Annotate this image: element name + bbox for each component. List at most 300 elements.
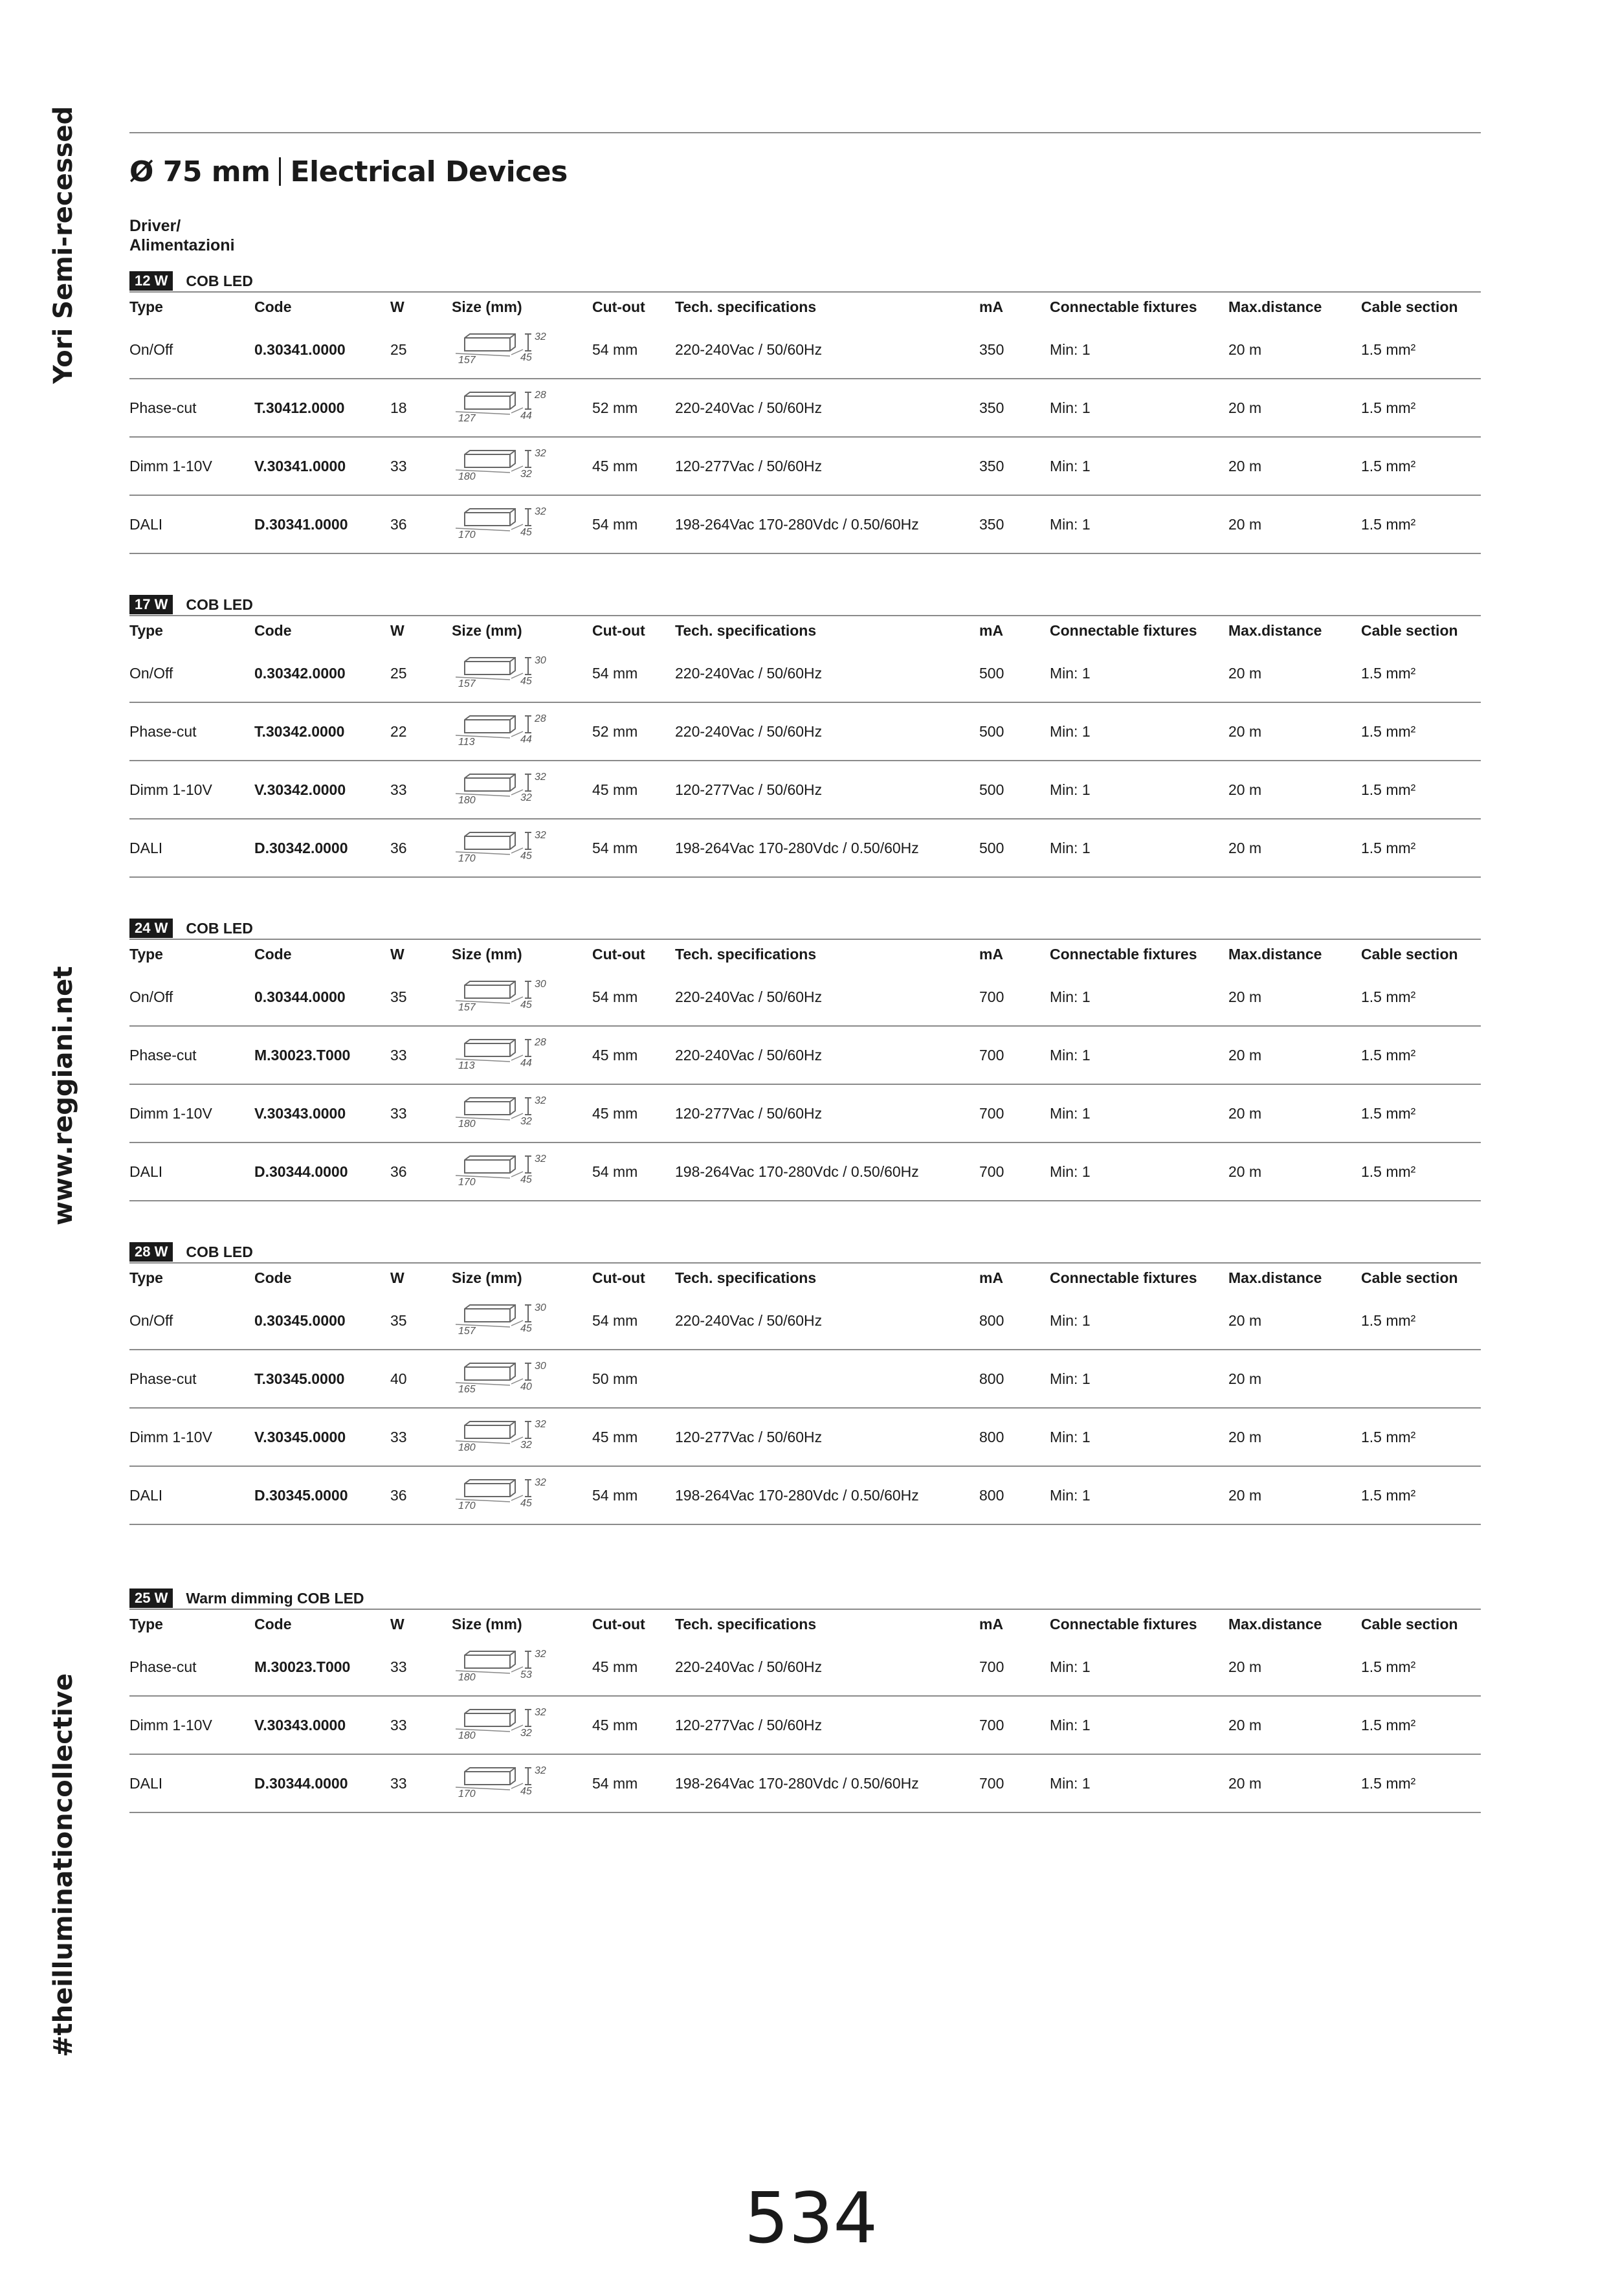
table-row bbox=[129, 1292, 1481, 1350]
cell-tech: 198-264Vac 170-280Vdc / 0.50/60Hz bbox=[675, 1163, 919, 1180]
cell-conn: Min: 1 bbox=[1050, 1311, 1091, 1329]
wattage-badge: 28 W bbox=[129, 1242, 173, 1262]
size-height: 32 bbox=[535, 1419, 546, 1430]
column-header-type: Type bbox=[129, 621, 163, 639]
cell-ma: 500 bbox=[979, 664, 1004, 682]
cell-max: 20 m bbox=[1228, 664, 1262, 682]
cell-conn: Min: 1 bbox=[1050, 1716, 1091, 1733]
cell-cutout: 54 mm bbox=[592, 988, 638, 1005]
cell-w: 36 bbox=[390, 839, 407, 856]
size-length: 157 bbox=[458, 355, 476, 366]
cell-cable: 1.5 mm² bbox=[1361, 781, 1416, 798]
cell-tech: 220-240Vac / 50/60Hz bbox=[675, 340, 823, 358]
cell-w: 25 bbox=[390, 664, 407, 682]
column-header-max: Max.distance bbox=[1228, 1615, 1322, 1633]
table-row bbox=[129, 1143, 1481, 1201]
cell-w: 33 bbox=[390, 1658, 407, 1675]
cell-type: DALI bbox=[129, 1163, 163, 1180]
cell-ma: 700 bbox=[979, 1163, 1004, 1180]
wattage-badge: 24 W bbox=[129, 919, 173, 938]
cell-type: DALI bbox=[129, 1486, 163, 1504]
column-header-cutout: Cut-out bbox=[592, 1269, 645, 1286]
cell-conn: Min: 1 bbox=[1050, 781, 1091, 798]
section-header bbox=[129, 918, 1481, 939]
cell-max: 20 m bbox=[1228, 399, 1262, 416]
driver-box-icon bbox=[452, 1704, 555, 1746]
cell-tech: 198-264Vac 170-280Vdc / 0.50/60Hz bbox=[675, 1774, 919, 1792]
cell-w: 36 bbox=[390, 515, 407, 533]
cell-max: 20 m bbox=[1228, 1046, 1262, 1064]
cell-cutout: 54 mm bbox=[592, 340, 638, 358]
size-diagram bbox=[452, 1085, 555, 1142]
size-length: 157 bbox=[458, 678, 476, 689]
cell-max: 20 m bbox=[1228, 1104, 1262, 1122]
column-header-code: Code bbox=[254, 945, 292, 963]
cell-tech: 198-264Vac 170-280Vdc / 0.50/60Hz bbox=[675, 1486, 919, 1504]
cell-cutout: 54 mm bbox=[592, 1486, 638, 1504]
cell-cable: 1.5 mm² bbox=[1361, 1428, 1416, 1445]
cell-w: 33 bbox=[390, 1104, 407, 1122]
cell-ma: 800 bbox=[979, 1486, 1004, 1504]
cell-ma: 350 bbox=[979, 457, 1004, 474]
section-label: COB LED bbox=[186, 919, 253, 937]
size-length: 157 bbox=[458, 1002, 476, 1013]
column-header-code: Code bbox=[254, 621, 292, 639]
size-diagram bbox=[452, 1292, 555, 1349]
size-width: 32 bbox=[520, 1440, 532, 1451]
size-diagram bbox=[452, 438, 555, 495]
size-height: 28 bbox=[535, 1037, 546, 1048]
size-height: 32 bbox=[535, 830, 546, 841]
cell-ma: 700 bbox=[979, 1046, 1004, 1064]
wattage-badge: 12 W bbox=[129, 271, 173, 291]
cell-w: 33 bbox=[390, 1774, 407, 1792]
column-header-ma: mA bbox=[979, 621, 1004, 639]
driver-box-icon bbox=[452, 329, 555, 370]
cell-cutout: 52 mm bbox=[592, 722, 638, 740]
cell-max: 20 m bbox=[1228, 1486, 1262, 1504]
cell-max: 20 m bbox=[1228, 988, 1262, 1005]
cell-conn: Min: 1 bbox=[1050, 988, 1091, 1005]
column-header-cutout: Cut-out bbox=[592, 298, 645, 315]
column-header-cable: Cable section bbox=[1361, 1615, 1458, 1633]
driver-box-icon bbox=[452, 1358, 555, 1399]
table-row bbox=[129, 968, 1481, 1027]
cell-tech: 198-264Vac 170-280Vdc / 0.50/60Hz bbox=[675, 515, 919, 533]
size-height: 30 bbox=[535, 1361, 546, 1372]
cell-cutout: 54 mm bbox=[592, 1163, 638, 1180]
cell-code: 0.30341.0000 bbox=[254, 340, 346, 358]
table-row bbox=[129, 438, 1481, 496]
table-row bbox=[129, 761, 1481, 819]
size-length: 165 bbox=[458, 1384, 476, 1395]
driver-box-icon bbox=[452, 769, 555, 810]
column-header-cutout: Cut-out bbox=[592, 621, 645, 639]
table-row bbox=[129, 1697, 1481, 1755]
size-length: 113 bbox=[458, 737, 475, 748]
cell-code: D.30341.0000 bbox=[254, 515, 348, 533]
cell-code: V.30343.0000 bbox=[254, 1104, 346, 1122]
cell-cutout: 54 mm bbox=[592, 664, 638, 682]
cell-ma: 350 bbox=[979, 399, 1004, 416]
size-diagram bbox=[452, 1638, 555, 1695]
section-label: COB LED bbox=[186, 596, 253, 613]
cell-ma: 350 bbox=[979, 515, 1004, 533]
cell-tech: 220-240Vac / 50/60Hz bbox=[675, 1658, 823, 1675]
size-length: 180 bbox=[458, 471, 476, 482]
column-header-cable: Cable section bbox=[1361, 1269, 1458, 1286]
driver-box-icon bbox=[452, 1151, 555, 1192]
cell-type: On/Off bbox=[129, 340, 173, 358]
cell-tech: 120-277Vac / 50/60Hz bbox=[675, 1104, 823, 1122]
table-row bbox=[129, 1755, 1481, 1813]
page-number: 534 bbox=[744, 2178, 878, 2259]
size-width: 45 bbox=[520, 352, 532, 363]
size-diagram bbox=[452, 1755, 555, 1812]
driver-section bbox=[129, 1242, 1481, 1525]
column-header-ma: mA bbox=[979, 298, 1004, 315]
size-length: 180 bbox=[458, 1442, 476, 1453]
size-diagram bbox=[452, 379, 555, 436]
size-width: 45 bbox=[520, 1786, 532, 1797]
cell-conn: Min: 1 bbox=[1050, 399, 1091, 416]
table-header-row bbox=[129, 616, 1481, 645]
cell-type: On/Off bbox=[129, 664, 173, 682]
size-width: 45 bbox=[520, 999, 532, 1010]
size-length: 170 bbox=[458, 1177, 476, 1188]
cell-type: Phase-cut bbox=[129, 1370, 197, 1387]
size-length: 157 bbox=[458, 1326, 476, 1337]
cell-cutout: 54 mm bbox=[592, 1311, 638, 1329]
column-header-type: Type bbox=[129, 1615, 163, 1633]
cell-ma: 700 bbox=[979, 1716, 1004, 1733]
size-height: 32 bbox=[535, 1765, 546, 1776]
cell-tech: 220-240Vac / 50/60Hz bbox=[675, 722, 823, 740]
size-width: 44 bbox=[520, 1058, 532, 1069]
driver-box-icon bbox=[452, 445, 555, 487]
column-header-ma: mA bbox=[979, 1269, 1004, 1286]
cell-ma: 350 bbox=[979, 340, 1004, 358]
cell-w: 22 bbox=[390, 722, 407, 740]
cell-w: 35 bbox=[390, 988, 407, 1005]
cell-cutout: 54 mm bbox=[592, 515, 638, 533]
table-header-row bbox=[129, 1264, 1481, 1292]
cell-cutout: 45 mm bbox=[592, 1658, 638, 1675]
cell-type: DALI bbox=[129, 515, 163, 533]
cell-cable: 1.5 mm² bbox=[1361, 664, 1416, 682]
driver-box-icon bbox=[452, 1093, 555, 1134]
driver-box-icon bbox=[452, 1763, 555, 1804]
cell-cutout: 54 mm bbox=[592, 839, 638, 856]
size-diagram bbox=[452, 761, 555, 818]
cell-cable: 1.5 mm² bbox=[1361, 340, 1416, 358]
cell-conn: Min: 1 bbox=[1050, 1370, 1091, 1387]
cell-ma: 700 bbox=[979, 1774, 1004, 1792]
column-header-w: W bbox=[390, 1615, 404, 1633]
size-height: 32 bbox=[535, 1095, 546, 1106]
column-header-conn: Connectable fixtures bbox=[1050, 1269, 1197, 1286]
driver-box-icon bbox=[452, 711, 555, 752]
driver-section bbox=[129, 1588, 1481, 1813]
cell-cable: 1.5 mm² bbox=[1361, 1311, 1416, 1329]
column-header-max: Max.distance bbox=[1228, 1269, 1322, 1286]
column-header-conn: Connectable fixtures bbox=[1050, 1615, 1197, 1633]
column-header-max: Max.distance bbox=[1228, 945, 1322, 963]
driver-box-icon bbox=[452, 1416, 555, 1458]
cell-code: V.30345.0000 bbox=[254, 1428, 346, 1445]
size-width: 44 bbox=[520, 410, 532, 421]
cell-w: 33 bbox=[390, 1716, 407, 1733]
cell-cable: 1.5 mm² bbox=[1361, 457, 1416, 474]
cell-conn: Min: 1 bbox=[1050, 1046, 1091, 1064]
size-width: 45 bbox=[520, 527, 532, 538]
cell-code: D.30344.0000 bbox=[254, 1163, 348, 1180]
cell-type: DALI bbox=[129, 1774, 163, 1792]
cell-cutout: 45 mm bbox=[592, 457, 638, 474]
section-header bbox=[129, 1242, 1481, 1262]
cell-type: Dimm 1-10V bbox=[129, 1428, 212, 1445]
size-width: 44 bbox=[520, 734, 532, 745]
title-size: Ø 75 mm bbox=[129, 155, 271, 188]
driver-box-icon bbox=[452, 1034, 555, 1076]
driver-box-icon bbox=[452, 1475, 555, 1516]
size-diagram bbox=[452, 1350, 555, 1407]
table-row bbox=[129, 1085, 1481, 1143]
column-header-cable: Cable section bbox=[1361, 298, 1458, 315]
table-header-row bbox=[129, 293, 1481, 321]
cell-code: D.30342.0000 bbox=[254, 839, 348, 856]
cell-max: 20 m bbox=[1228, 1716, 1262, 1733]
section-label: Warm dimming COB LED bbox=[186, 1589, 364, 1607]
cell-code: D.30345.0000 bbox=[254, 1486, 348, 1504]
column-header-cutout: Cut-out bbox=[592, 945, 645, 963]
cell-ma: 800 bbox=[979, 1370, 1004, 1387]
cell-conn: Min: 1 bbox=[1050, 1163, 1091, 1180]
size-height: 30 bbox=[535, 1302, 546, 1313]
column-header-tech: Tech. specifications bbox=[675, 945, 817, 963]
column-header-type: Type bbox=[129, 1269, 163, 1286]
cell-cutout: 45 mm bbox=[592, 1046, 638, 1064]
size-length: 180 bbox=[458, 795, 476, 806]
column-header-tech: Tech. specifications bbox=[675, 298, 817, 315]
cell-max: 20 m bbox=[1228, 839, 1262, 856]
size-length: 170 bbox=[458, 1500, 476, 1511]
cell-max: 20 m bbox=[1228, 515, 1262, 533]
table-header-row bbox=[129, 940, 1481, 968]
cell-code: 0.30345.0000 bbox=[254, 1311, 346, 1329]
cell-cutout: 45 mm bbox=[592, 1716, 638, 1733]
cell-code: T.30342.0000 bbox=[254, 722, 345, 740]
cell-max: 20 m bbox=[1228, 1311, 1262, 1329]
cell-ma: 500 bbox=[979, 722, 1004, 740]
size-width: 45 bbox=[520, 851, 532, 862]
size-height: 28 bbox=[535, 713, 546, 724]
cell-cutout: 50 mm bbox=[592, 1370, 638, 1387]
table-row bbox=[129, 819, 1481, 878]
cell-conn: Min: 1 bbox=[1050, 515, 1091, 533]
cell-code: T.30345.0000 bbox=[254, 1370, 345, 1387]
column-header-max: Max.distance bbox=[1228, 298, 1322, 315]
cell-w: 25 bbox=[390, 340, 407, 358]
size-diagram bbox=[452, 321, 555, 378]
cell-tech: 220-240Vac / 50/60Hz bbox=[675, 664, 823, 682]
cell-tech: 120-277Vac / 50/60Hz bbox=[675, 1428, 823, 1445]
cell-cable: 1.5 mm² bbox=[1361, 515, 1416, 533]
cell-conn: Min: 1 bbox=[1050, 457, 1091, 474]
title-divider bbox=[279, 157, 281, 186]
cell-cable: 1.5 mm² bbox=[1361, 1716, 1416, 1733]
cell-cable: 1.5 mm² bbox=[1361, 1046, 1416, 1064]
cell-conn: Min: 1 bbox=[1050, 839, 1091, 856]
size-width: 32 bbox=[520, 792, 532, 803]
cell-cable: 1.5 mm² bbox=[1361, 722, 1416, 740]
table-row bbox=[129, 379, 1481, 438]
cell-tech: 120-277Vac / 50/60Hz bbox=[675, 457, 823, 474]
column-header-tech: Tech. specifications bbox=[675, 621, 817, 639]
table-row bbox=[129, 703, 1481, 761]
column-header-conn: Connectable fixtures bbox=[1050, 621, 1197, 639]
driver-section bbox=[129, 594, 1481, 878]
cell-max: 20 m bbox=[1228, 781, 1262, 798]
cell-tech: 198-264Vac 170-280Vdc / 0.50/60Hz bbox=[675, 839, 919, 856]
column-header-w: W bbox=[390, 298, 404, 315]
size-diagram bbox=[452, 1467, 555, 1524]
size-width: 32 bbox=[520, 1116, 532, 1127]
cell-max: 20 m bbox=[1228, 1428, 1262, 1445]
cell-w: 33 bbox=[390, 457, 407, 474]
cell-w: 40 bbox=[390, 1370, 407, 1387]
section-label: COB LED bbox=[186, 272, 253, 289]
size-diagram bbox=[452, 1697, 555, 1754]
cell-type: On/Off bbox=[129, 1311, 173, 1329]
driver-box-icon bbox=[452, 827, 555, 869]
cell-conn: Min: 1 bbox=[1050, 1486, 1091, 1504]
size-diagram bbox=[452, 968, 555, 1025]
cell-tech: 220-240Vac / 50/60Hz bbox=[675, 988, 823, 1005]
cell-cable: 1.5 mm² bbox=[1361, 1486, 1416, 1504]
section-label: COB LED bbox=[186, 1243, 253, 1260]
cell-conn: Min: 1 bbox=[1050, 1658, 1091, 1675]
size-width: 45 bbox=[520, 1174, 532, 1185]
cell-cable: 1.5 mm² bbox=[1361, 988, 1416, 1005]
size-diagram bbox=[452, 1143, 555, 1200]
cell-max: 20 m bbox=[1228, 1774, 1262, 1792]
cell-w: 18 bbox=[390, 399, 407, 416]
size-height: 32 bbox=[535, 1154, 546, 1165]
size-length: 113 bbox=[458, 1060, 475, 1071]
size-length: 170 bbox=[458, 1789, 476, 1800]
driver-box-icon bbox=[452, 976, 555, 1018]
cell-conn: Min: 1 bbox=[1050, 340, 1091, 358]
cell-tech: 120-277Vac / 50/60Hz bbox=[675, 1716, 823, 1733]
cell-max: 20 m bbox=[1228, 340, 1262, 358]
size-height: 28 bbox=[535, 390, 546, 401]
column-header-cutout: Cut-out bbox=[592, 1615, 645, 1633]
wattage-badge: 25 W bbox=[129, 1588, 173, 1608]
cell-cable: 1.5 mm² bbox=[1361, 1658, 1416, 1675]
column-header-type: Type bbox=[129, 945, 163, 963]
section-header bbox=[129, 1588, 1481, 1609]
column-header-size: Size (mm) bbox=[452, 621, 522, 639]
cell-max: 20 m bbox=[1228, 1370, 1262, 1387]
column-header-max: Max.distance bbox=[1228, 621, 1322, 639]
cell-cable: 1.5 mm² bbox=[1361, 399, 1416, 416]
cell-ma: 700 bbox=[979, 1104, 1004, 1122]
cell-max: 20 m bbox=[1228, 457, 1262, 474]
column-header-type: Type bbox=[129, 298, 163, 315]
page-title bbox=[129, 155, 568, 188]
size-width: 45 bbox=[520, 676, 532, 687]
size-height: 32 bbox=[535, 448, 546, 459]
size-length: 127 bbox=[458, 413, 476, 424]
column-header-conn: Connectable fixtures bbox=[1050, 298, 1197, 315]
column-header-size: Size (mm) bbox=[452, 1615, 522, 1633]
size-diagram bbox=[452, 703, 555, 760]
driver-section bbox=[129, 271, 1481, 554]
column-header-size: Size (mm) bbox=[452, 1269, 522, 1286]
size-length: 180 bbox=[458, 1672, 476, 1683]
size-height: 30 bbox=[535, 655, 546, 666]
driver-section bbox=[129, 918, 1481, 1201]
cell-code: V.30343.0000 bbox=[254, 1716, 346, 1733]
driver-box-icon bbox=[452, 1300, 555, 1341]
cell-w: 36 bbox=[390, 1486, 407, 1504]
column-header-w: W bbox=[390, 621, 404, 639]
cell-code: 0.30344.0000 bbox=[254, 988, 346, 1005]
cell-conn: Min: 1 bbox=[1050, 1428, 1091, 1445]
title-text: Electrical Devices bbox=[290, 155, 568, 188]
size-width: 53 bbox=[520, 1669, 532, 1680]
column-header-code: Code bbox=[254, 1269, 292, 1286]
cell-ma: 800 bbox=[979, 1311, 1004, 1329]
cell-type: Phase-cut bbox=[129, 399, 197, 416]
cell-w: 33 bbox=[390, 1046, 407, 1064]
cell-cutout: 45 mm bbox=[592, 781, 638, 798]
driver-box-icon bbox=[452, 1646, 555, 1688]
table-row bbox=[129, 1467, 1481, 1525]
size-width: 45 bbox=[520, 1323, 532, 1334]
column-header-conn: Connectable fixtures bbox=[1050, 945, 1197, 963]
cell-cable: 1.5 mm² bbox=[1361, 1104, 1416, 1122]
size-length: 180 bbox=[458, 1730, 476, 1741]
cell-conn: Min: 1 bbox=[1050, 664, 1091, 682]
size-height: 32 bbox=[535, 1649, 546, 1660]
cell-type: Phase-cut bbox=[129, 1046, 197, 1064]
cell-w: 33 bbox=[390, 781, 407, 798]
cell-cutout: 45 mm bbox=[592, 1428, 638, 1445]
size-diagram bbox=[452, 496, 555, 553]
column-header-code: Code bbox=[254, 298, 292, 315]
cell-tech: 120-277Vac / 50/60Hz bbox=[675, 781, 823, 798]
cell-type: Dimm 1-10V bbox=[129, 457, 212, 474]
table-row bbox=[129, 1027, 1481, 1085]
section-header bbox=[129, 271, 1481, 291]
cell-ma: 700 bbox=[979, 1658, 1004, 1675]
cell-type: Dimm 1-10V bbox=[129, 1716, 212, 1733]
cell-type: Dimm 1-10V bbox=[129, 781, 212, 798]
size-height: 32 bbox=[535, 772, 546, 783]
column-header-size: Size (mm) bbox=[452, 298, 522, 315]
size-diagram bbox=[452, 1027, 555, 1084]
cell-cutout: 54 mm bbox=[592, 1774, 638, 1792]
size-width: 32 bbox=[520, 1728, 532, 1739]
size-height: 32 bbox=[535, 1707, 546, 1718]
side-website[interactable]: www.reggiani.net bbox=[49, 966, 78, 1225]
cell-ma: 800 bbox=[979, 1428, 1004, 1445]
column-header-cable: Cable section bbox=[1361, 621, 1458, 639]
column-header-ma: mA bbox=[979, 945, 1004, 963]
cell-type: Dimm 1-10V bbox=[129, 1104, 212, 1122]
